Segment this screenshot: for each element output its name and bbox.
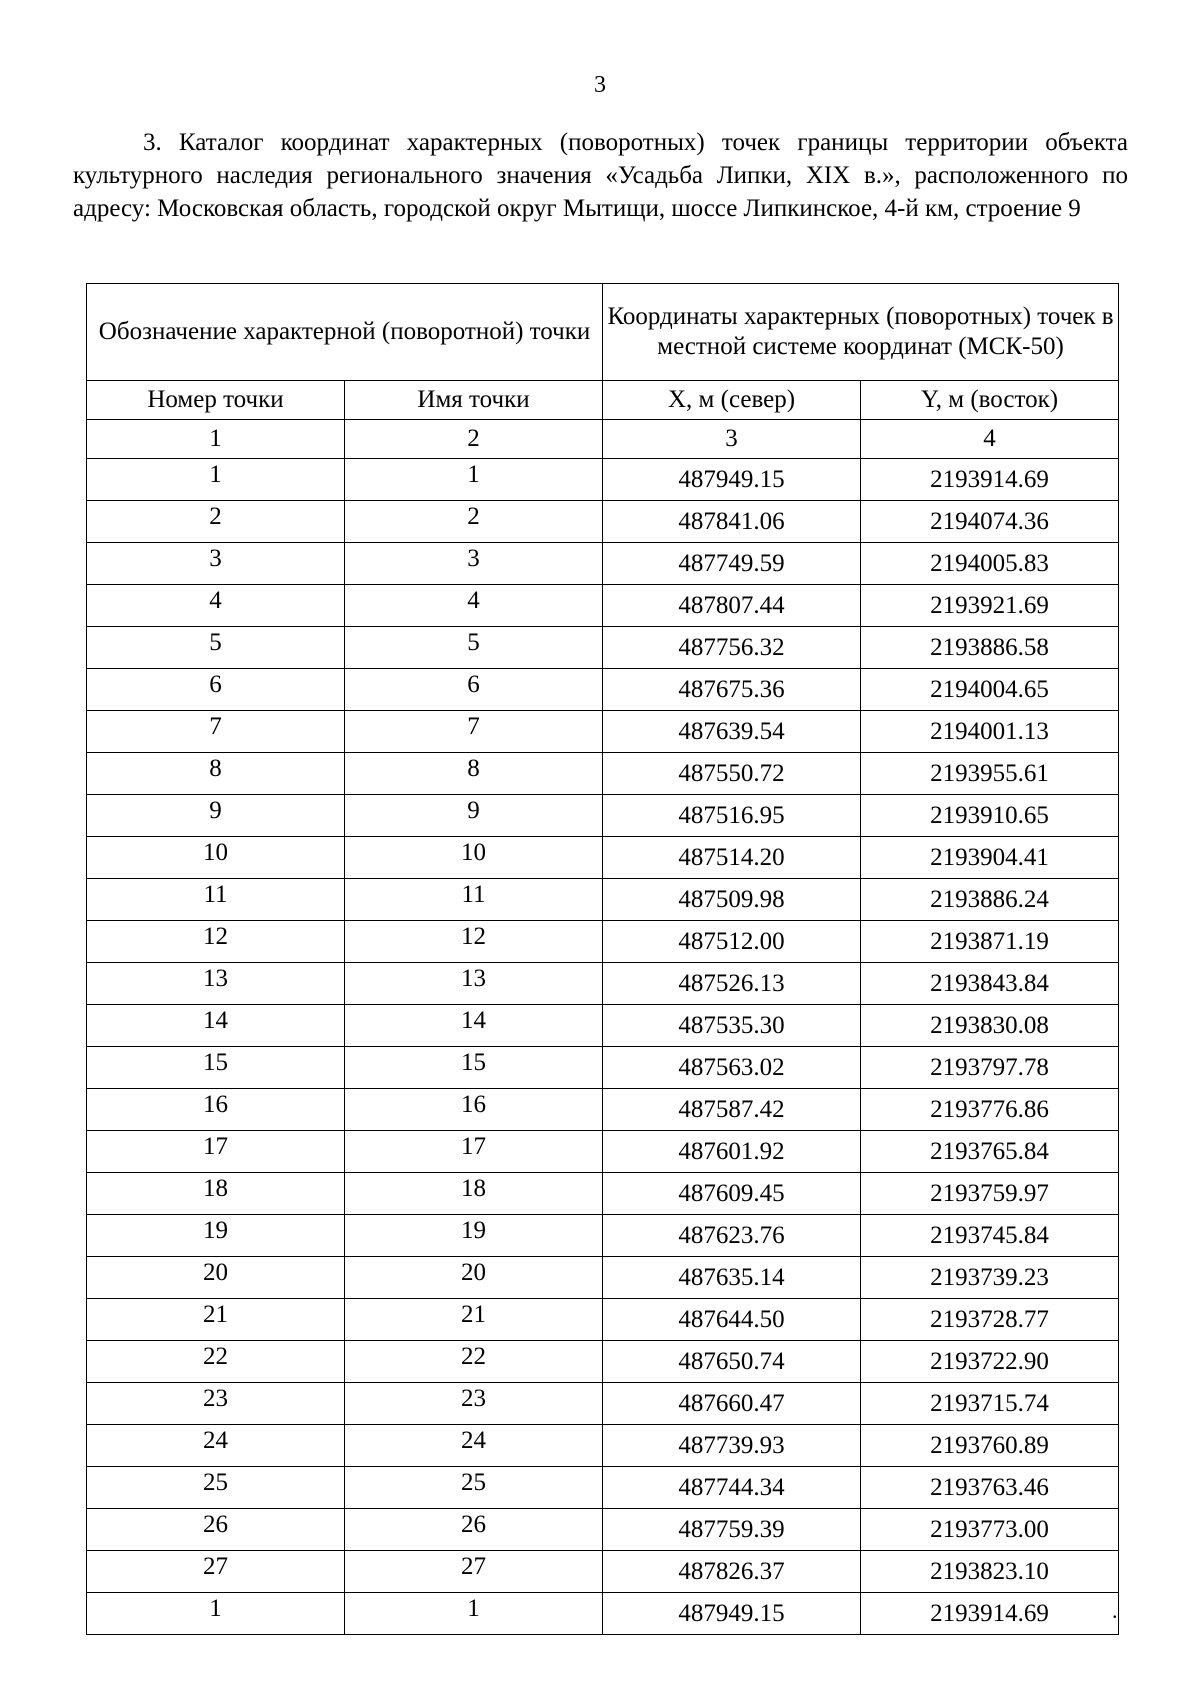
point-name-cell: 19 — [345, 1215, 603, 1257]
point-number-cell: 5 — [87, 627, 345, 669]
y-coordinate-cell: 2193760.89 — [861, 1425, 1119, 1467]
y-coordinate-cell: 2193843.84 — [861, 963, 1119, 1005]
table-row — [87, 627, 1119, 669]
point-name-cell: 21 — [345, 1299, 603, 1341]
y-coordinate-cell: 2193797.78 — [861, 1047, 1119, 1089]
point-name-cell: 5 — [345, 627, 603, 669]
point-name-cell: 9 — [345, 795, 603, 837]
table-row — [87, 585, 1119, 627]
table-row — [87, 711, 1119, 753]
x-coordinate-cell: 487601.92 — [603, 1131, 861, 1173]
table-row — [87, 501, 1119, 543]
table-row — [87, 1383, 1119, 1425]
point-number-cell: 15 — [87, 1047, 345, 1089]
point-name-cell: 17 — [345, 1131, 603, 1173]
y-coordinate-cell: 2193773.00 — [861, 1509, 1119, 1551]
point-name-cell: 22 — [345, 1341, 603, 1383]
x-coordinate-cell: 487826.37 — [603, 1551, 861, 1593]
point-name-cell: 8 — [345, 753, 603, 795]
point-name-cell: 1 — [345, 459, 603, 501]
y-coordinate-cell: 2193823.10 — [861, 1551, 1119, 1593]
table-subheader-row — [87, 381, 1119, 420]
point-number-cell: 2 — [87, 501, 345, 543]
point-number-cell: 11 — [87, 879, 345, 921]
point-name-cell: 14 — [345, 1005, 603, 1047]
column-index: 3 — [603, 420, 861, 459]
y-coordinate-cell: 2193886.24 — [861, 879, 1119, 921]
y-coordinate-cell: 2193759.97 — [861, 1173, 1119, 1215]
x-coordinate-cell: 487526.13 — [603, 963, 861, 1005]
x-coordinate-cell: 487739.93 — [603, 1425, 861, 1467]
table-row — [87, 1593, 1119, 1635]
table-row — [87, 1215, 1119, 1257]
table-row — [87, 459, 1119, 501]
point-number-cell: 6 — [87, 669, 345, 711]
header-y-coordinate: Y, м (восток) — [861, 381, 1119, 420]
point-name-cell: 15 — [345, 1047, 603, 1089]
point-number-cell: 9 — [87, 795, 345, 837]
coordinates-table — [86, 283, 1119, 1635]
x-coordinate-cell: 487639.54 — [603, 711, 861, 753]
point-number-cell: 22 — [87, 1341, 345, 1383]
point-name-cell: 13 — [345, 963, 603, 1005]
table-row — [87, 1257, 1119, 1299]
y-coordinate-cell: 2193765.84 — [861, 1131, 1119, 1173]
x-coordinate-cell: 487807.44 — [603, 585, 861, 627]
y-coordinate-cell: 2193763.46 — [861, 1467, 1119, 1509]
x-coordinate-cell: 487509.98 — [603, 879, 861, 921]
point-number-cell: 7 — [87, 711, 345, 753]
catalog-intro-paragraph: 3. Каталог координат характерных (поворотных) точек границы территории объекта культурного наследия регионального значения «Усадьба Липки, XIX в.», расположенного по адресу: Московская область, городской округ Мытищи, шоссе Липкинское, 4-й км, строение 9 — [73, 129, 1128, 222]
y-coordinate-cell: 2194004.65 — [861, 669, 1119, 711]
header-point-name: Имя точки — [345, 381, 603, 420]
table-row — [87, 543, 1119, 585]
point-name-cell: 18 — [345, 1173, 603, 1215]
table-row — [87, 837, 1119, 879]
point-name-cell: 10 — [345, 837, 603, 879]
trailing-mark: . — [1112, 1598, 1118, 1623]
point-number-cell: 14 — [87, 1005, 345, 1047]
point-name-cell: 12 — [345, 921, 603, 963]
point-number-cell: 10 — [87, 837, 345, 879]
x-coordinate-cell: 487949.15 — [603, 459, 861, 501]
header-point-number: Номер точки — [87, 381, 345, 420]
x-coordinate-cell: 487550.72 — [603, 753, 861, 795]
table-row — [87, 921, 1119, 963]
point-name-cell: 26 — [345, 1509, 603, 1551]
y-coordinate-cell: 2193715.74 — [861, 1383, 1119, 1425]
point-number-cell: 3 — [87, 543, 345, 585]
y-coordinate-cell: 2193830.08 — [861, 1005, 1119, 1047]
x-coordinate-cell: 487512.00 — [603, 921, 861, 963]
y-coordinate-cell: 2193745.84 — [861, 1215, 1119, 1257]
point-number-cell: 23 — [87, 1383, 345, 1425]
x-coordinate-cell: 487749.59 — [603, 543, 861, 585]
x-coordinate-cell: 487650.74 — [603, 1341, 861, 1383]
x-coordinate-cell: 487516.95 — [603, 795, 861, 837]
table-row — [87, 1131, 1119, 1173]
point-number-cell: 12 — [87, 921, 345, 963]
header-x-coordinate: X, м (север) — [603, 381, 861, 420]
point-number-cell: 13 — [87, 963, 345, 1005]
x-coordinate-cell: 487609.45 — [603, 1173, 861, 1215]
page-number: 3 — [594, 72, 606, 98]
x-coordinate-cell: 487675.36 — [603, 669, 861, 711]
table-row — [87, 753, 1119, 795]
x-coordinate-cell: 487756.32 — [603, 627, 861, 669]
point-number-cell: 1 — [87, 459, 345, 501]
table-row — [87, 963, 1119, 1005]
y-coordinate-cell: 2193955.61 — [861, 753, 1119, 795]
point-name-cell: 24 — [345, 1425, 603, 1467]
y-coordinate-cell: 2193722.90 — [861, 1341, 1119, 1383]
point-number-cell: 19 — [87, 1215, 345, 1257]
x-coordinate-cell: 487949.15 — [603, 1593, 861, 1635]
table-row — [87, 1005, 1119, 1047]
y-coordinate-cell: 2193910.65 — [861, 795, 1119, 837]
point-name-cell: 20 — [345, 1257, 603, 1299]
point-name-cell: 11 — [345, 879, 603, 921]
point-name-cell: 1 — [345, 1593, 603, 1635]
table-row — [87, 1551, 1119, 1593]
point-number-cell: 21 — [87, 1299, 345, 1341]
y-coordinate-cell: 2193914.69 — [861, 459, 1119, 501]
table-row — [87, 795, 1119, 837]
point-number-cell: 25 — [87, 1467, 345, 1509]
y-coordinate-cell: 2194001.13 — [861, 711, 1119, 753]
table-row — [87, 1047, 1119, 1089]
table-row — [87, 1299, 1119, 1341]
point-name-cell: 25 — [345, 1467, 603, 1509]
table-row — [87, 1509, 1119, 1551]
x-coordinate-cell: 487841.06 — [603, 501, 861, 543]
column-index: 4 — [861, 420, 1119, 459]
point-name-cell: 4 — [345, 585, 603, 627]
point-name-cell: 2 — [345, 501, 603, 543]
x-coordinate-cell: 487759.39 — [603, 1509, 861, 1551]
x-coordinate-cell: 487514.20 — [603, 837, 861, 879]
point-number-cell: 16 — [87, 1089, 345, 1131]
table-column-index-row — [87, 420, 1119, 459]
y-coordinate-cell: 2193739.23 — [861, 1257, 1119, 1299]
table-row — [87, 1173, 1119, 1215]
y-coordinate-cell: 2193871.19 — [861, 921, 1119, 963]
table-row — [87, 1089, 1119, 1131]
point-number-cell: 18 — [87, 1173, 345, 1215]
x-coordinate-cell: 487744.34 — [603, 1467, 861, 1509]
point-name-cell: 6 — [345, 669, 603, 711]
point-number-cell: 20 — [87, 1257, 345, 1299]
x-coordinate-cell: 487660.47 — [603, 1383, 861, 1425]
x-coordinate-cell: 487587.42 — [603, 1089, 861, 1131]
x-coordinate-cell: 487535.30 — [603, 1005, 861, 1047]
point-name-cell: 7 — [345, 711, 603, 753]
x-coordinate-cell: 487563.02 — [603, 1047, 861, 1089]
point-name-cell: 16 — [345, 1089, 603, 1131]
y-coordinate-cell: 2194074.36 — [861, 501, 1119, 543]
x-coordinate-cell: 487644.50 — [603, 1299, 861, 1341]
x-coordinate-cell: 487623.76 — [603, 1215, 861, 1257]
point-number-cell: 1 — [87, 1593, 345, 1635]
point-number-cell: 24 — [87, 1425, 345, 1467]
point-name-cell: 3 — [345, 543, 603, 585]
table-row — [87, 1425, 1119, 1467]
table-row — [87, 1341, 1119, 1383]
table-body — [87, 459, 1119, 1635]
y-coordinate-cell: 2194005.83 — [861, 543, 1119, 585]
point-number-cell: 17 — [87, 1131, 345, 1173]
table-header-row — [87, 284, 1119, 381]
point-number-cell: 4 — [87, 585, 345, 627]
y-coordinate-cell: 2193728.77 — [861, 1299, 1119, 1341]
y-coordinate-cell: 2193776.86 — [861, 1089, 1119, 1131]
column-index: 1 — [87, 420, 345, 459]
point-name-cell: 27 — [345, 1551, 603, 1593]
point-number-cell: 8 — [87, 753, 345, 795]
header-point-designation: Обозначение характерной (поворотной) точки — [87, 284, 603, 381]
header-coordinates: Координаты характерных (поворотных) точек в местной системе координат (МСК-50) — [603, 284, 1119, 381]
x-coordinate-cell: 487635.14 — [603, 1257, 861, 1299]
y-coordinate-cell: 2193914.69 — [861, 1593, 1119, 1635]
point-number-cell: 27 — [87, 1551, 345, 1593]
table-row — [87, 669, 1119, 711]
column-index: 2 — [345, 420, 603, 459]
y-coordinate-cell: 2193904.41 — [861, 837, 1119, 879]
y-coordinate-cell: 2193921.69 — [861, 585, 1119, 627]
y-coordinate-cell: 2193886.58 — [861, 627, 1119, 669]
table-row — [87, 1467, 1119, 1509]
point-number-cell: 26 — [87, 1509, 345, 1551]
point-name-cell: 23 — [345, 1383, 603, 1425]
table-row — [87, 879, 1119, 921]
